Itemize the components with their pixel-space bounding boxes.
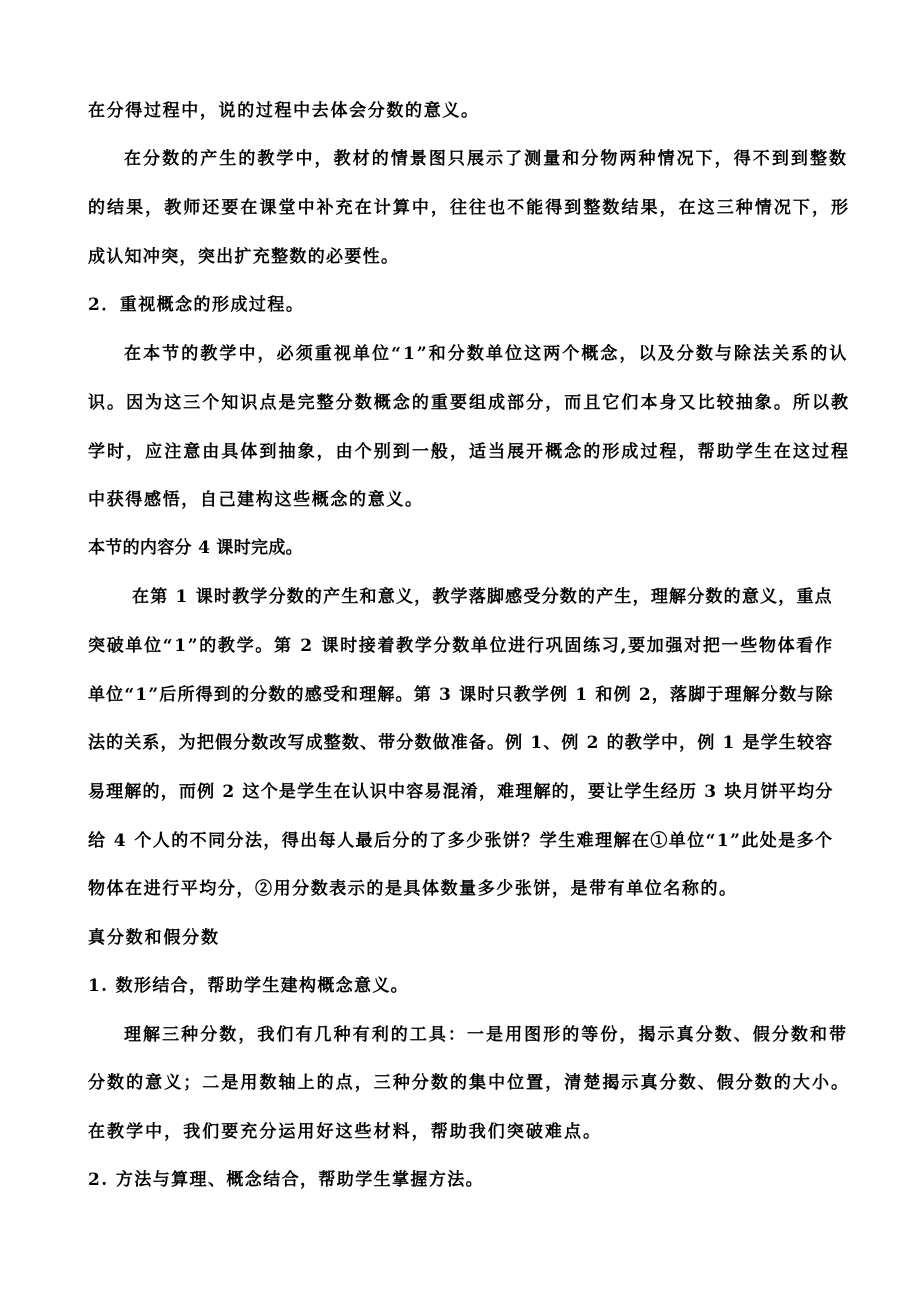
section-heading: 2. 方法与算理、概念结合，帮助学生掌握方法。 [88, 1170, 485, 1190]
text-line: 中获得感悟，自己建构这些概念的意义。 [88, 490, 424, 510]
text-line: 分数的意义；二是用数轴上的点，三种分数的集中位置，清楚揭示真分数、假分数的大小。 [88, 1073, 851, 1093]
text-line: 在分数的产生的教学中，教材的情景图只展示了测量和分物两种情况下，得不到到整数 [124, 149, 849, 169]
text-line: 的结果，教师还要在课堂中补充在计算中，往往也不能得到整数结果，在这三种情况下，形 [88, 198, 851, 218]
text-line: 学时，应注意由具体到抽象，由个别到一般，适当展开概念的形成过程，帮助学生在这过程 [88, 442, 851, 462]
text-line: 在分得过程中，说的过程中去体会分数的意义。 [88, 101, 480, 121]
text-line: 给 4 个人的不同分法，得出每人最后分的了多少张饼？学生难理解在①单位“1”此处是多个 [88, 831, 834, 851]
text-line: 识。因为这三个知识点是完整分数概念的重要组成部分，而且它们本身又比较抽象。所以教 [88, 393, 851, 413]
text-line: 成认知冲突，突出扩充整数的必要性。 [88, 247, 400, 267]
text-line: 法的关系，为把假分数改写成整数、带分数做准备。例 1、例 2 的教学中，例 1 是学生较容 [88, 733, 834, 753]
text-line: 在本节的教学中，必须重视单位“1”和分数单位这两个概念，以及分数与除法关系的认 [124, 344, 849, 364]
section-heading: 1. 数形结合，帮助学生建构概念意义。 [88, 976, 409, 996]
text-line: 理解三种分数，我们有几种有利的工具：一是用图形的等份，揭示真分数、假分数和带 [124, 1025, 849, 1045]
text-line: 物体在进行平均分，②用分数表示的是具体数量多少张饼，是带有单位名称的。 [88, 879, 738, 899]
text-line: 单位“1”后所得到的分数的感受和理解。第 3 课时只教学例 1 和例 2，落脚于理解分数与除 [88, 685, 834, 705]
section-heading: 真分数和假分数 [88, 928, 220, 948]
text-line: 本节的内容分 4 课时完成。 [88, 538, 303, 558]
section-heading: 2．重视概念的形成过程。 [88, 295, 305, 315]
text-line: 在第 1 课时教学分数的产生和意义，教学落脚感受分数的产生，理解分数的意义，重点 [132, 587, 833, 607]
text-line: 在教学中，我们要充分运用好这些材料，帮助我们突破难点。 [88, 1122, 603, 1142]
text-line: 突破单位“1”的教学。第 2 课时接着教学分数单位进行巩固练习,要加强对把一些物体看作 [88, 636, 834, 656]
text-line: 易理解的，而例 2 这个是学生在认识中容易混淆，难理解的，要让学生经历 3 块月饼平均分 [88, 782, 834, 802]
